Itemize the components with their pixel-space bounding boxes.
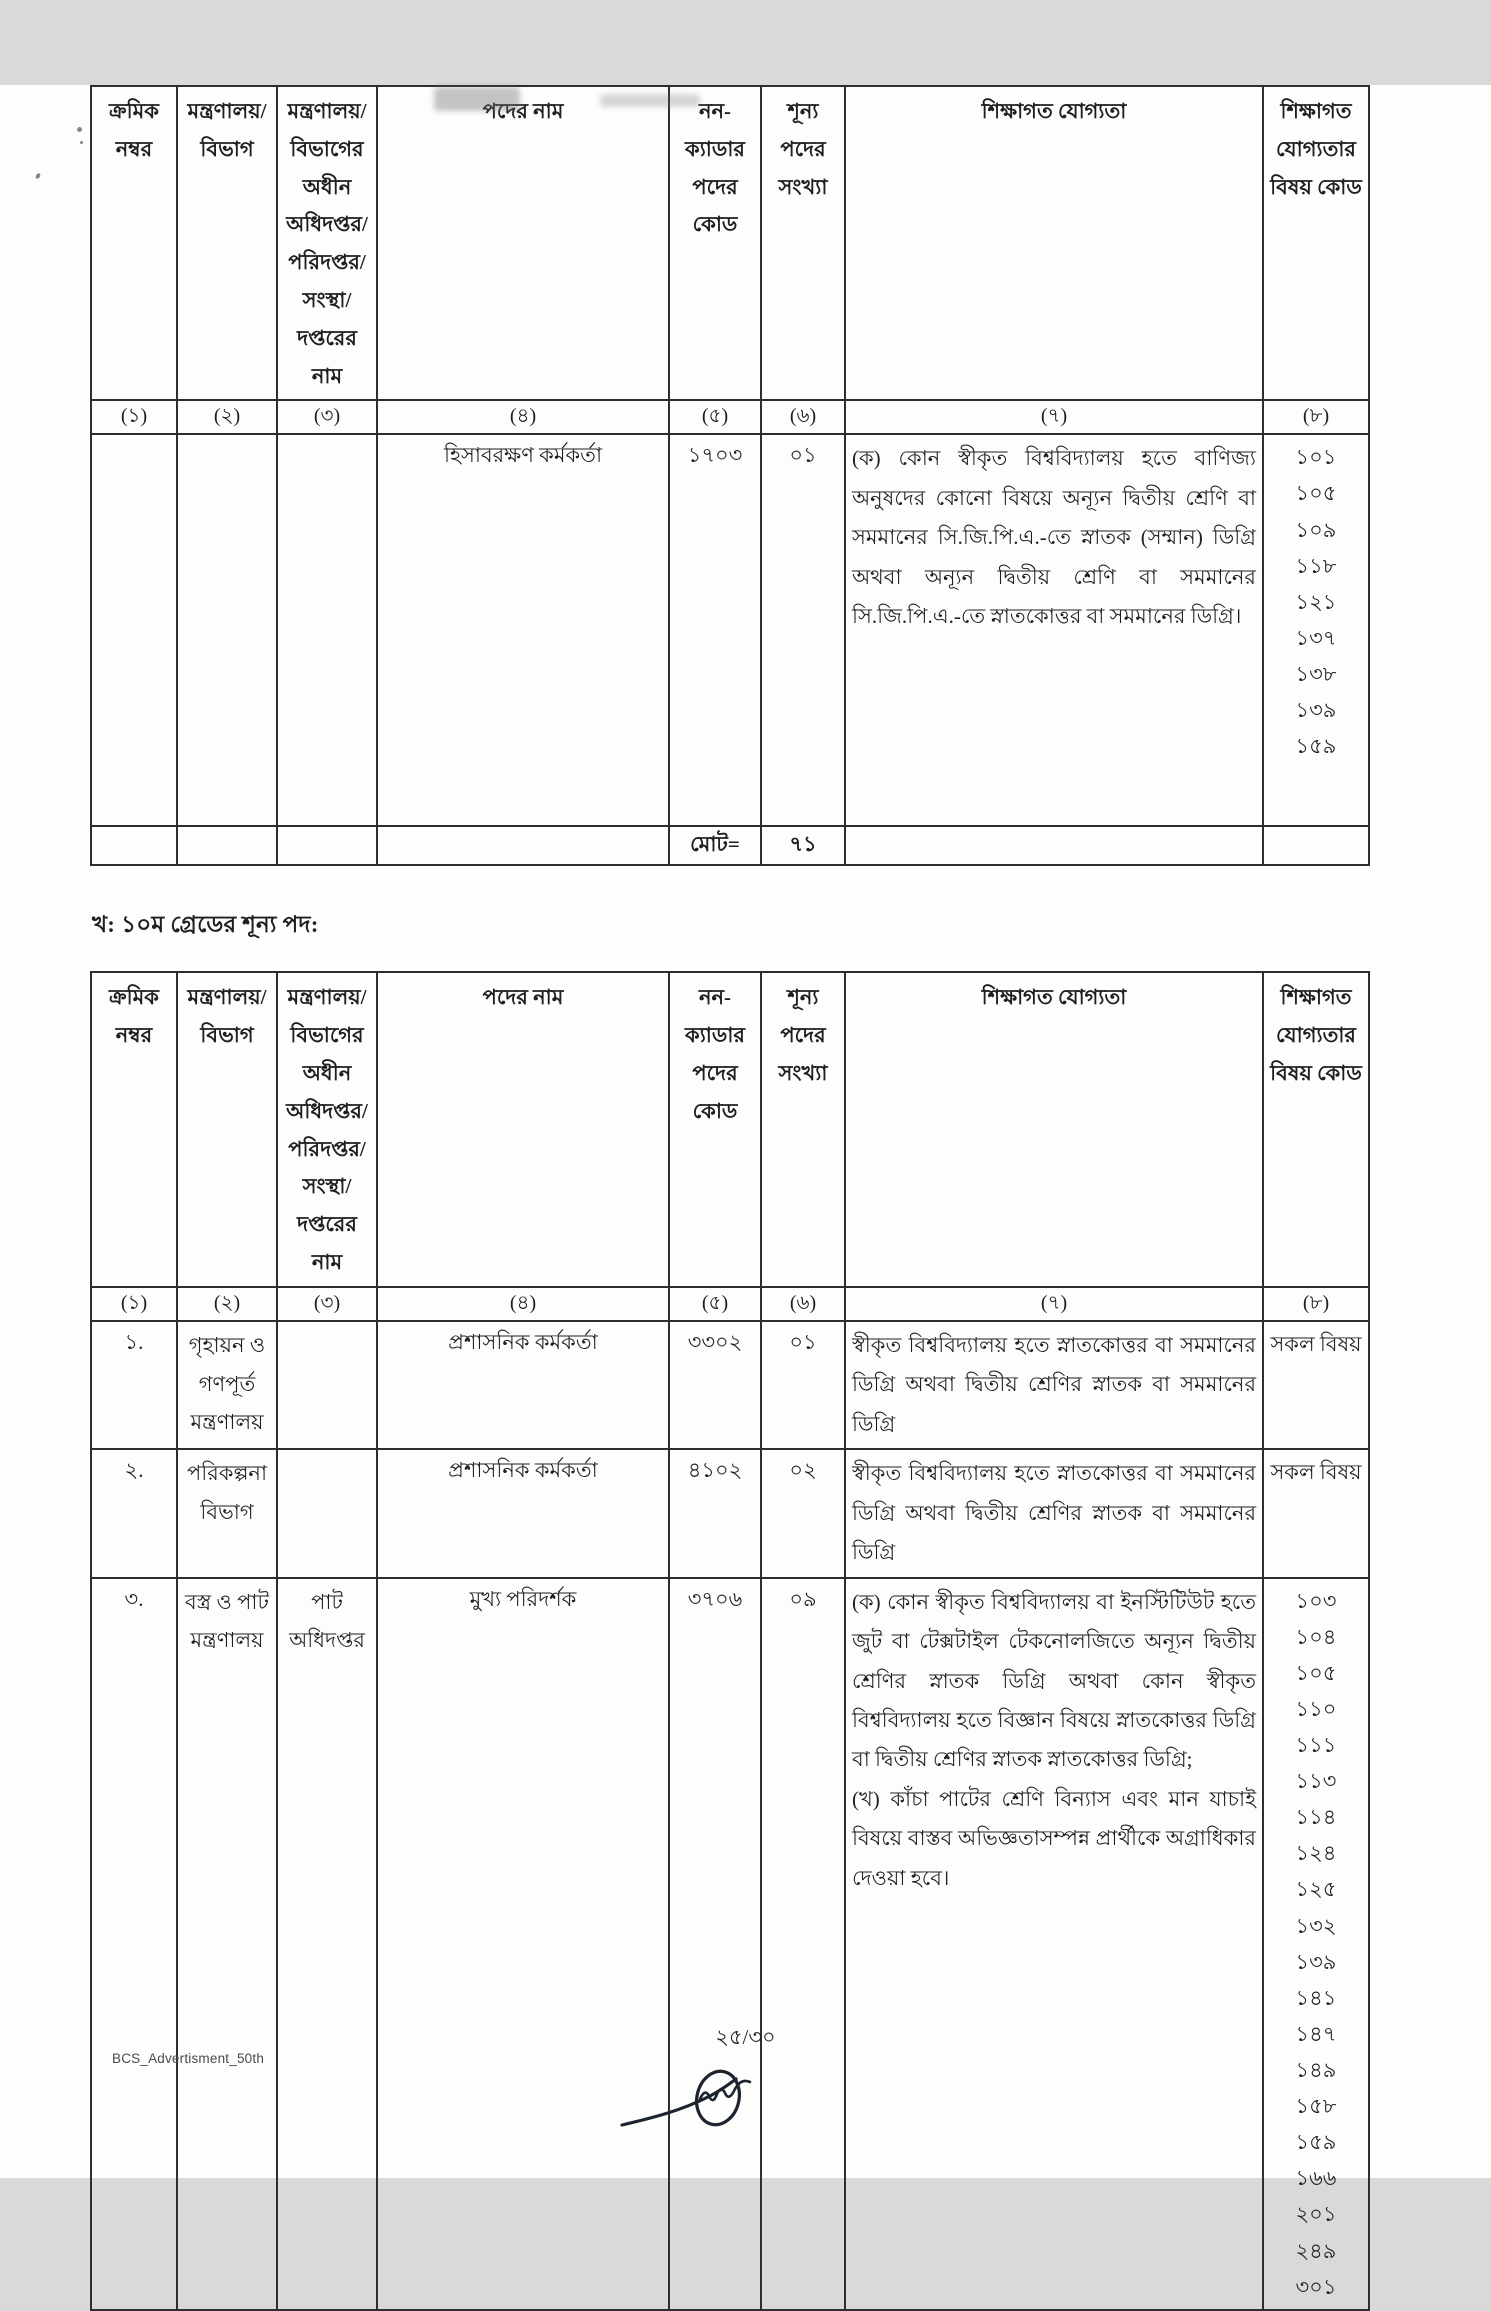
- cell-ministry: বস্ত্র ও পাট মন্ত্রণালয়: [177, 1578, 277, 2310]
- cell-empty: [91, 826, 177, 865]
- subject-code: ১০৫: [1295, 1660, 1337, 1685]
- table-row: [91, 434, 1369, 826]
- cell-vacancy-count: ০৯: [761, 1578, 845, 2310]
- subject-code: ১৪১: [1295, 1985, 1337, 2010]
- subject-code: ১৪৯: [1295, 2057, 1337, 2082]
- subject-code: ১৫৯: [1295, 2130, 1337, 2155]
- subject-code: ৩০১: [1295, 2274, 1337, 2299]
- subject-code: ১৩৮: [1295, 662, 1337, 687]
- cell-subject-codes: [1263, 1449, 1369, 1577]
- col-number: (৪): [377, 1287, 669, 1321]
- column-number-row: [91, 400, 1369, 434]
- cell-post-name: প্রশাসনিক কর্মকর্তা: [377, 1449, 669, 1577]
- subject-code: ২০১: [1295, 2202, 1337, 2227]
- col-header-serial: ক্রমিক নম্বর: [91, 86, 177, 400]
- subject-code: ১২১: [1295, 589, 1337, 614]
- subject-code: ২৪৯: [1295, 2238, 1337, 2263]
- col-number: (২): [177, 400, 277, 434]
- qualification-paragraph: (ক) কোন স্বীকৃত বিশ্ববিদ্যালয় বা ইনস্টিটিউট হতে জুট বা টেক্সটাইল টেকনোলজিতে অন্যূন দ্বিতীয় শ্রেণির স্নাতক ডিগ্রি অথবা কোন স্বীকৃত বিশ্ববিদ্যালয় হতে বিজ্ঞান বিষয়ে স্নাতকোত্তর ডিগ্রি বা দ্বিতীয় শ্রেণির স্নাতক স্নাতকোত্তর ডিগ্রি;: [852, 1589, 1256, 1772]
- cell-post-name: হিসাবরক্ষণ কর্মকর্তা: [377, 434, 669, 826]
- cell-subject-codes: [1263, 434, 1369, 826]
- header-row: [91, 86, 1369, 400]
- scan-speck: [35, 172, 41, 179]
- column-number-row: [91, 1287, 1369, 1321]
- cell-subject-codes: [1263, 1578, 1369, 2310]
- subject-code: ১০৫: [1295, 481, 1337, 506]
- col-number: (৫): [669, 1287, 761, 1321]
- cell-directorate: [277, 434, 377, 826]
- cell-serial: [91, 434, 177, 826]
- col-header-ministry: মন্ত্রণালয়/ বিভাগ: [177, 86, 277, 400]
- signature: [618, 2063, 778, 2141]
- cell-qualification: [845, 1449, 1263, 1577]
- subject-code: ১১৮: [1295, 553, 1337, 578]
- cell-ministry: [177, 434, 277, 826]
- table-row: [91, 1449, 1369, 1577]
- total-row: [91, 826, 1369, 865]
- qualification-paragraph: (খ) কাঁচা পাটের শ্রেণি বিন্যাস এবং মান যাচাই বিষয়ে বাস্তব অভিজ্ঞতাসম্পন্ন প্রার্থীকে অগ্রাধিকার দেওয়া হবে।: [852, 1786, 1256, 1890]
- col-header-vacancies: শূন্য পদের সংখ্যা: [761, 972, 845, 1286]
- cell-empty: [845, 826, 1263, 865]
- subject-code: ১১৩: [1295, 1769, 1337, 1794]
- col-header-qualification: শিক্ষাগত যোগ্যতা: [845, 86, 1263, 400]
- document-file-label: BCS_Advertisment_50th: [112, 2051, 265, 2066]
- cell-noncadre-code: ১৭০৩: [669, 434, 761, 826]
- cell-empty: [1263, 826, 1369, 865]
- col-number: (২): [177, 1287, 277, 1321]
- subject-code: ১০৪: [1295, 1624, 1337, 1649]
- table-row: [91, 1578, 1369, 2310]
- col-number: (৬): [761, 400, 845, 434]
- cell-directorate: পাট অধিদপ্তর: [277, 1578, 377, 2310]
- cell-directorate: [277, 1321, 377, 1449]
- col-number: (৬): [761, 1287, 845, 1321]
- total-label: মোট=: [669, 826, 761, 865]
- cell-empty: [177, 826, 277, 865]
- subject-code: ১৬৬: [1295, 2166, 1337, 2191]
- subject-code: ১৫৯: [1295, 734, 1337, 759]
- subject-code: ১৩৭: [1295, 625, 1337, 650]
- cell-ministry: পরিকল্পনা বিভাগ: [177, 1449, 277, 1577]
- col-number: (৮): [1263, 1287, 1369, 1321]
- scan-speck: [80, 141, 83, 144]
- cell-ministry: গৃহায়ন ও গণপূর্ত মন্ত্রণালয়: [177, 1321, 277, 1449]
- col-header-post: পদের নাম: [377, 972, 669, 1286]
- col-number: (৫): [669, 400, 761, 434]
- cell-post-name: মুখ্য পরিদর্শক: [377, 1578, 669, 2310]
- scanned-document-page: [0, 85, 1491, 2299]
- col-header-ministry: মন্ত্রণালয়/ বিভাগ: [177, 972, 277, 1286]
- cell-vacancy-count: ০২: [761, 1449, 845, 1577]
- cell-qualification: [845, 1578, 1263, 2310]
- col-header-serial: ক্রমিক নম্বর: [91, 972, 177, 1286]
- col-number: (১): [91, 1287, 177, 1321]
- col-header-post: পদের নাম: [377, 86, 669, 400]
- scan-artifact: [600, 94, 700, 107]
- subject-code: ১২৪: [1295, 1841, 1337, 1866]
- scan-artifact: [434, 87, 520, 111]
- subject-code: ১২৫: [1295, 1877, 1337, 1902]
- subject-code: ১১১: [1295, 1733, 1337, 1757]
- cell-empty: [277, 826, 377, 865]
- page-number: ২৫/৩০: [715, 2025, 776, 2049]
- subject-code-text: সকল বিষয়: [1270, 1460, 1362, 1485]
- col-number: (৩): [277, 400, 377, 434]
- subject-code: ১৩৯: [1295, 1949, 1337, 1974]
- cell-serial: ১.: [91, 1321, 177, 1449]
- header-row: [91, 972, 1369, 1286]
- col-header-directorate: মন্ত্রণালয়/ বিভাগের অধীন অধিদপ্তর/ পরিদপ্তর/ সংস্থা/ দপ্তরের নাম: [277, 972, 377, 1286]
- col-header-subject-code: শিক্ষাগত যোগ্যতার বিষয় কোড: [1263, 86, 1369, 400]
- cell-qualification: [845, 1321, 1263, 1449]
- subject-code: ১১৪: [1295, 1805, 1337, 1830]
- col-header-noncadre-code: নন- ক্যাডার পদের কোড: [669, 86, 761, 400]
- qualification-paragraph: স্বীকৃত বিশ্ববিদ্যালয় হতে স্নাতকোত্তর বা সমমানের ডিগ্রি অথবা দ্বিতীয় শ্রেণির স্নাতক বা সমমানের ডিগ্রি: [852, 1461, 1256, 1565]
- subject-code: ১০৯: [1295, 517, 1337, 542]
- cell-directorate: [277, 1449, 377, 1577]
- subject-code: ১৪৭: [1295, 2021, 1337, 2046]
- col-number: (৮): [1263, 400, 1369, 434]
- col-header-vacancies: শূন্য পদের সংখ্যা: [761, 86, 845, 400]
- cell-noncadre-code: ৩৩০২: [669, 1321, 761, 1449]
- section-heading: খ: ১০ম গ্রেডের শূন্য পদ:: [92, 912, 319, 938]
- col-header-directorate: মন্ত্রণালয়/ বিভাগের অধীন অধিদপ্তর/ পরিদপ্তর/ সংস্থা/ দপ্তরের নাম: [277, 86, 377, 400]
- col-header-subject-code: শিক্ষাগত যোগ্যতার বিষয় কোড: [1263, 972, 1369, 1286]
- subject-code: ১০৩: [1295, 1588, 1337, 1613]
- subject-code: ১০১: [1295, 445, 1337, 470]
- cell-serial: ২.: [91, 1449, 177, 1577]
- total-value: ৭১: [761, 826, 845, 865]
- vacancy-table-top: [90, 85, 1370, 866]
- col-header-noncadre-code: নন- ক্যাডার পদের কোড: [669, 972, 761, 1286]
- table-row: [91, 1321, 1369, 1449]
- qualification-paragraph: (ক) কোন স্বীকৃত বিশ্ববিদ্যালয় হতে বাণিজ্য অনুষদের কোনো বিষয়ে অন্যূন দ্বিতীয় শ্রেণি বা সমমানের সি.জি.পি.এ.-তে স্নাতক (সম্মান) ডিগ্রি অথবা অন্যূন দ্বিতীয় শ্রেণি বা সমমানের সি.জি.পি.এ.-তে স্নাতকোত্তর বা সমমানের ডিগ্রি।: [852, 446, 1256, 629]
- col-header-qualification: শিক্ষাগত যোগ্যতা: [845, 972, 1263, 1286]
- col-number: (১): [91, 400, 177, 434]
- subject-code: ১৩৯: [1295, 698, 1337, 723]
- subject-code-text: সকল বিষয়: [1270, 1331, 1362, 1356]
- col-number: (৪): [377, 400, 669, 434]
- subject-code: ১৩২: [1295, 1913, 1337, 1938]
- cell-vacancy-count: ০১: [761, 1321, 845, 1449]
- cell-noncadre-code: ৩৭০৬: [669, 1578, 761, 2310]
- col-number: (৭): [845, 1287, 1263, 1321]
- cell-qualification: [845, 434, 1263, 826]
- cell-noncadre-code: ৪১০২: [669, 1449, 761, 1577]
- cell-empty: [377, 826, 669, 865]
- cell-vacancy-count: ০১: [761, 434, 845, 826]
- subject-code: ১৫৮: [1295, 2094, 1337, 2119]
- qualification-paragraph: স্বীকৃত বিশ্ববিদ্যালয় হতে স্নাতকোত্তর বা সমমানের ডিগ্রি অথবা দ্বিতীয় শ্রেণির স্নাতক বা সমমানের ডিগ্রি: [852, 1332, 1256, 1436]
- cell-subject-codes: [1263, 1321, 1369, 1449]
- col-number: (৩): [277, 1287, 377, 1321]
- scan-speck: [77, 127, 82, 132]
- col-number: (৭): [845, 400, 1263, 434]
- subject-code: ১১০: [1295, 1696, 1337, 1721]
- cell-post-name: প্রশাসনিক কর্মকর্তা: [377, 1321, 669, 1449]
- cell-serial: ৩.: [91, 1578, 177, 2310]
